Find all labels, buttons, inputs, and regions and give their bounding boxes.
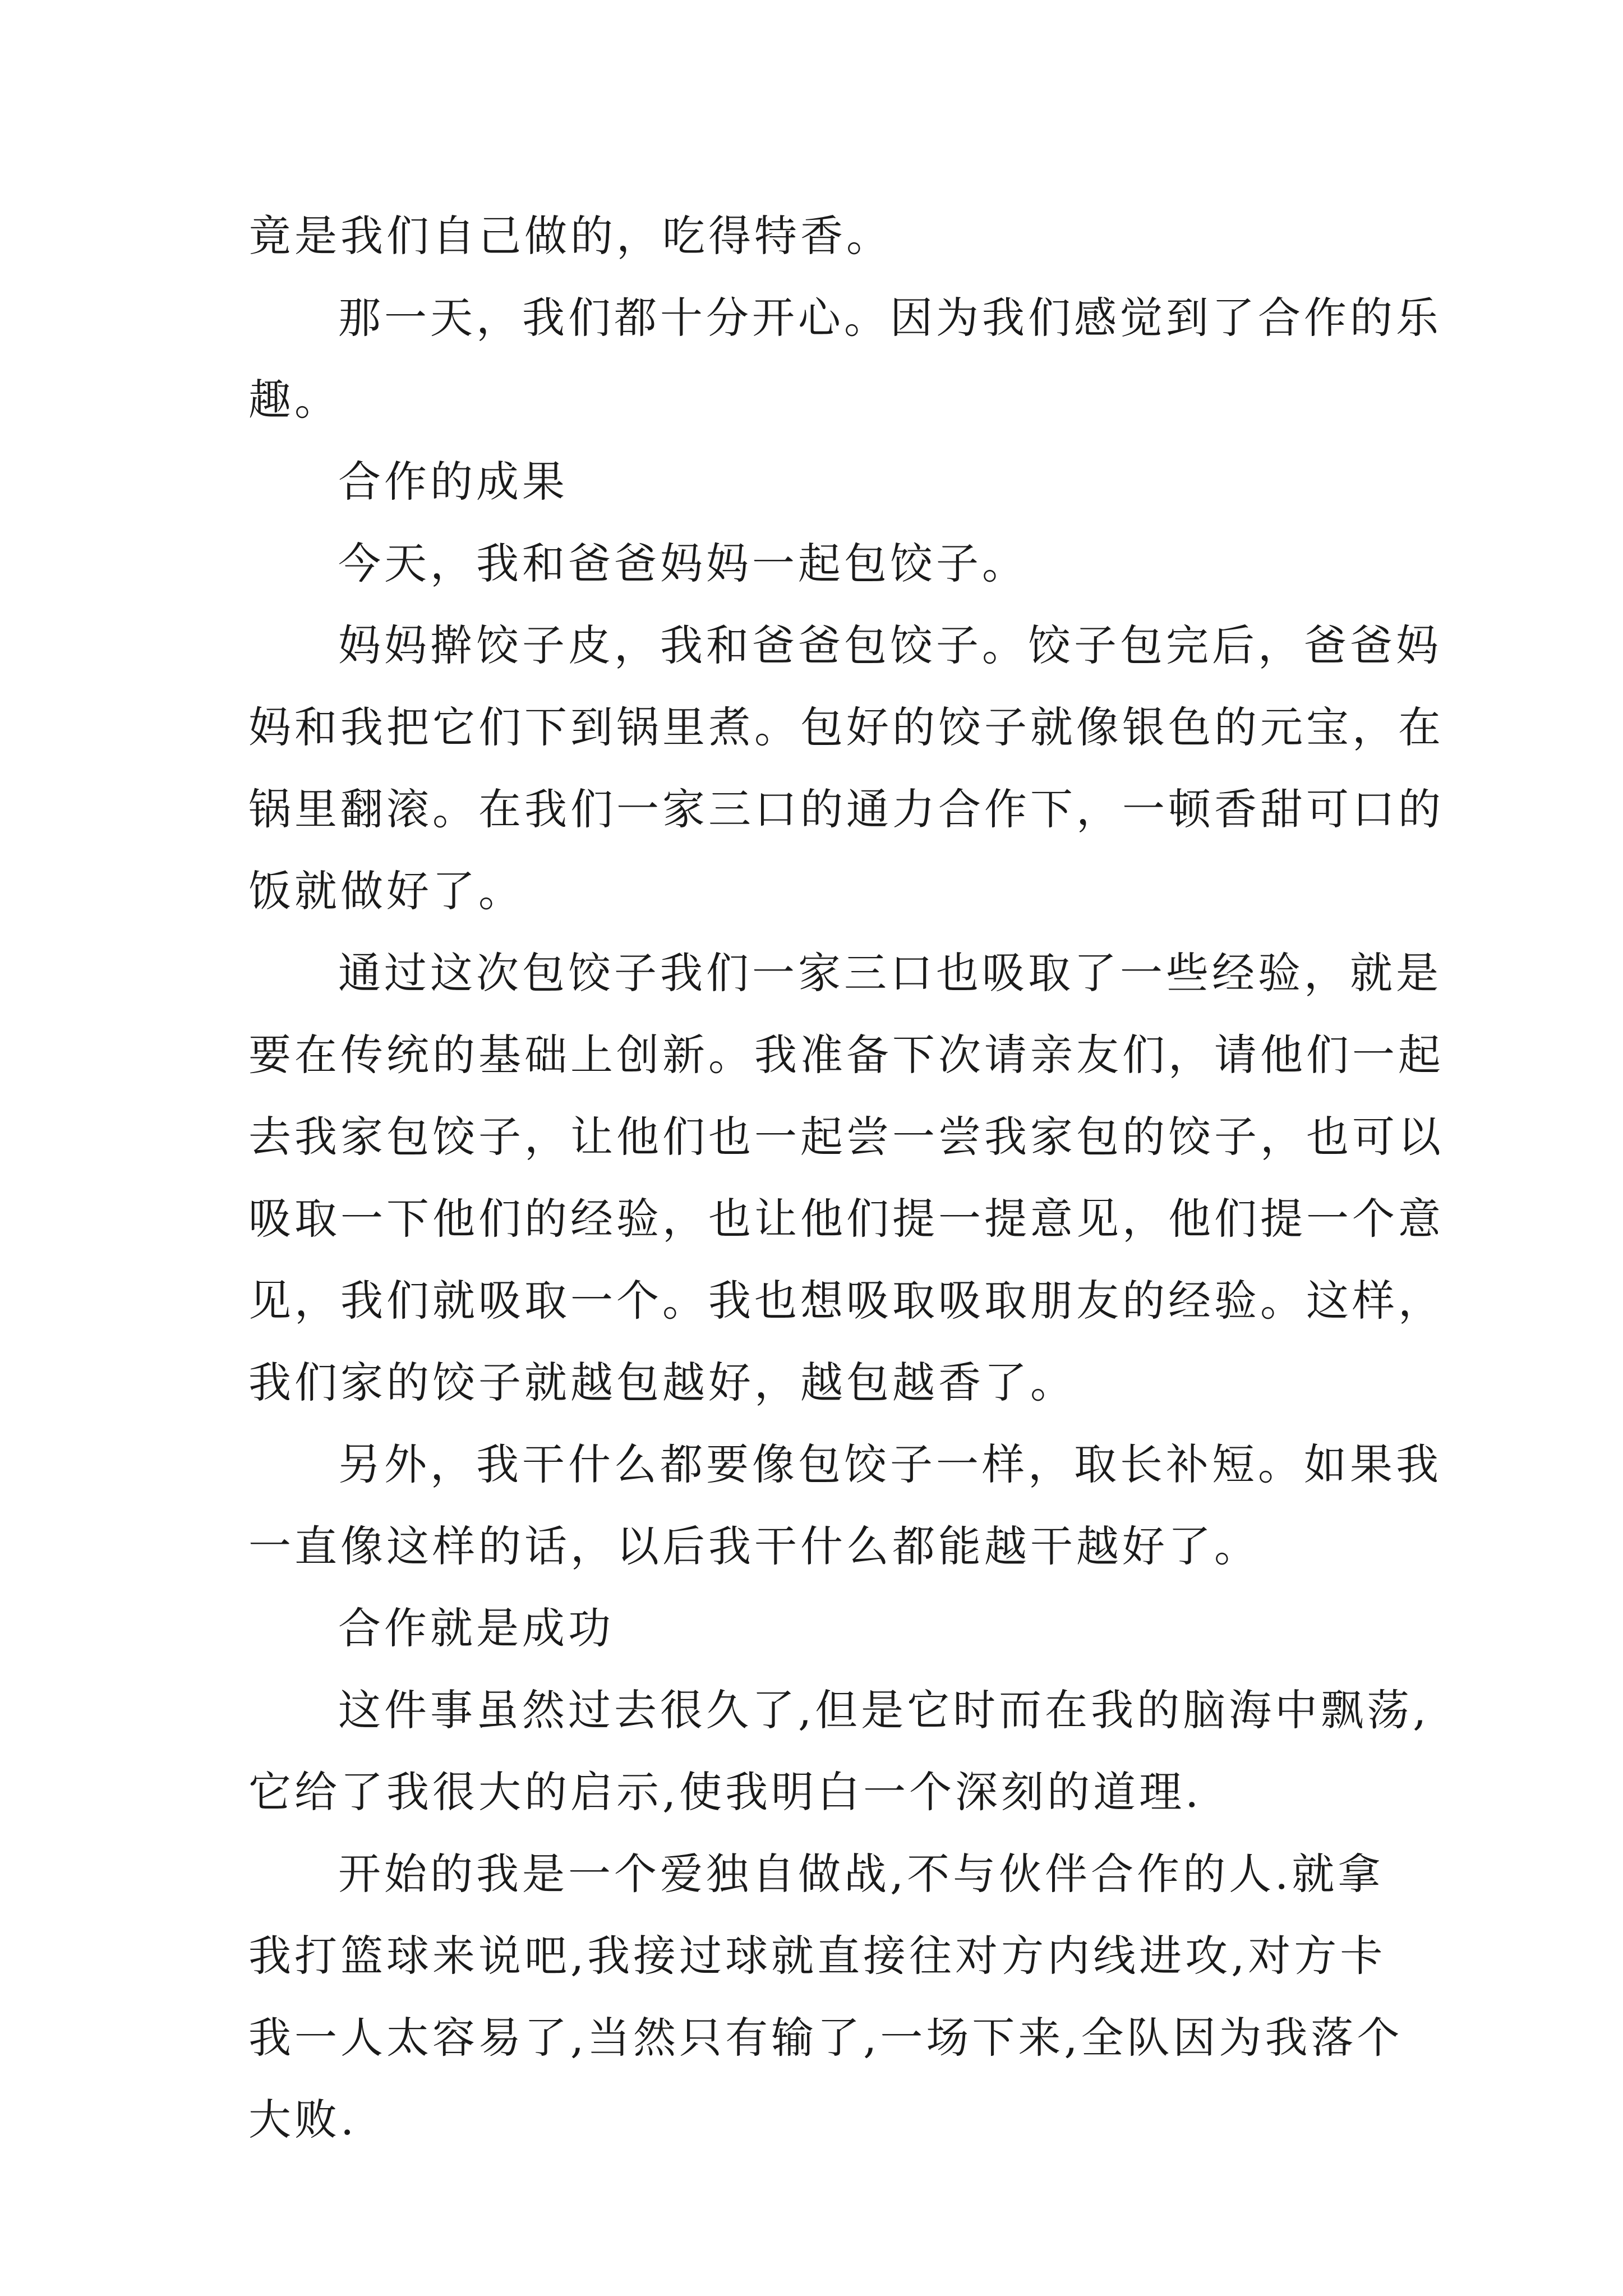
text-line: 我们家的饺子就越包越好，越包越香了。: [248, 1358, 1076, 1407]
text-line: 去我家包饺子，让他们也一起尝一尝我家包的饺子，也可以: [248, 1112, 1444, 1162]
text-line: 要在传统的基础上创新。我准备下次请亲友们，请他们一起: [248, 1030, 1444, 1080]
text-line: 开始的我是一个爱独自做战,不与伙伴合作的人.就拿: [338, 1849, 1384, 1899]
text-line: 见，我们就吸取一个。我也想吸取吸取朋友的经验。这样，: [248, 1276, 1444, 1326]
text-line: 饭就做好了。: [248, 866, 524, 916]
text-line: 今天，我和爸爸妈妈一起包饺子。: [338, 539, 1028, 588]
text-line: 锅里翻滚。在我们一家三口的通力合作下，一顿香甜可口的: [248, 784, 1444, 834]
body-text: [248, 195, 1444, 2161]
text-line: 大败.: [248, 2095, 358, 2145]
text-line: 那一天，我们都十分开心。因为我们感觉到了合作的乐: [338, 293, 1442, 343]
text-line: 通过这次包饺子我们一家三口也吸取了一些经验，就是: [338, 948, 1442, 998]
text-line: 这件事虽然过去很久了,但是它时而在我的脑海中飘荡,: [338, 1685, 1430, 1735]
text-line: 妈和我把它们下到锅里煮。包好的饺子就像银色的元宝，在: [248, 702, 1444, 752]
text-line: 趣。: [248, 375, 340, 425]
text-line: 我打篮球来说吧,我接过球就直接往对方内线进攻,对方卡: [248, 1931, 1386, 1981]
text-line: 妈妈擀饺子皮，我和爸爸包饺子。饺子包完后，爸爸妈: [338, 620, 1442, 670]
text-line: 它给了我很大的启示,使我明白一个深刻的道理.: [248, 1767, 1202, 1817]
section-heading: 合作就是成功: [338, 1603, 614, 1653]
text-line: 竟是我们自己做的，吃得特香。: [248, 211, 892, 261]
text-line: 我一人太容易了,当然只有输了,一场下来,全队因为我落个: [248, 2013, 1403, 2063]
text-line: 吸取一下他们的经验，也让他们提一提意见，他们提一个意: [248, 1194, 1444, 1244]
section-heading: 合作的成果: [338, 457, 568, 507]
text-line: 另外，我干什么都要像包饺子一样，取长补短。如果我: [338, 1439, 1442, 1489]
text-line: 一直像这样的话，以后我干什么都能越干越好了。: [248, 1521, 1260, 1571]
